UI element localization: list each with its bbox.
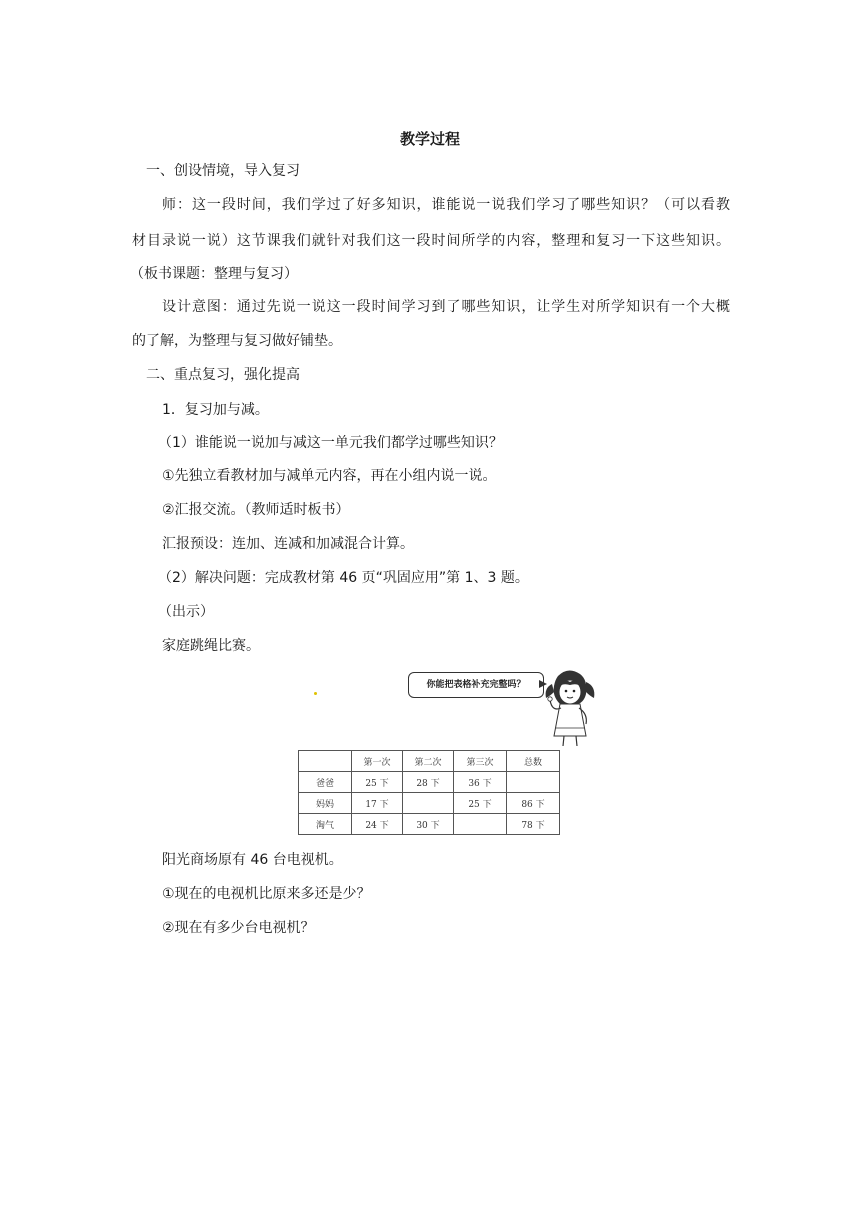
table-header-cell: 第二次 bbox=[403, 751, 454, 772]
paragraph-line: （板书课题：整理与复习） bbox=[130, 266, 298, 282]
table-cell: 25 下 bbox=[454, 793, 507, 814]
page-title: 教学过程 bbox=[399, 130, 460, 148]
paragraph-line: 师：这一段时间，我们学过了好多知识，谁能说一说我们学习了哪些知识？（可以看教 bbox=[162, 197, 730, 213]
list-item: ①现在的电视机比原来多还是少？ bbox=[162, 886, 371, 902]
table-cell bbox=[403, 793, 454, 814]
table-header-cell: 第一次 bbox=[352, 751, 403, 772]
table-cell: 28 下 bbox=[403, 772, 454, 793]
table-row bbox=[299, 793, 560, 814]
list-item: 家庭跳绳比赛。 bbox=[162, 638, 260, 654]
table-cell: 淘气 bbox=[299, 814, 352, 835]
decorative-dot bbox=[314, 692, 317, 695]
table-header-cell bbox=[299, 751, 352, 772]
jump-rope-figure bbox=[298, 666, 616, 838]
table-cell: 爸爸 bbox=[299, 772, 352, 793]
list-item: （出示） bbox=[158, 604, 214, 620]
list-item: ②汇报交流。（教师适时板书） bbox=[162, 502, 350, 518]
table-row bbox=[299, 814, 560, 835]
table-cell: 25 下 bbox=[352, 772, 403, 793]
table-header-row bbox=[299, 751, 560, 772]
table-cell bbox=[454, 814, 507, 835]
table-cell: 30 下 bbox=[403, 814, 454, 835]
list-item: 1．复习加与减。 bbox=[162, 402, 269, 418]
jump-rope-table bbox=[298, 750, 560, 835]
table-cell: 78 下 bbox=[507, 814, 560, 835]
table-cell: 17 下 bbox=[352, 793, 403, 814]
paragraph-line: 的了解，为整理与复习做好铺垫。 bbox=[132, 333, 342, 349]
girl-illustration bbox=[528, 666, 608, 746]
table-cell: 86 下 bbox=[507, 793, 560, 814]
table-cell bbox=[507, 772, 560, 793]
section-heading-1: 一、创设情境，导入复习 bbox=[146, 163, 300, 179]
speech-bubble: 你能把表格补充完整吗？ bbox=[408, 672, 544, 698]
table-header-cell: 第三次 bbox=[454, 751, 507, 772]
list-item: 阳光商场原有 46 台电视机。 bbox=[162, 852, 343, 868]
section-heading-2: 二、重点复习，强化提高 bbox=[146, 367, 300, 383]
list-item: ②现在有多少台电视机？ bbox=[162, 920, 315, 936]
table-header-cell: 总数 bbox=[507, 751, 560, 772]
list-item: 汇报预设：连加、连减和加减混合计算。 bbox=[162, 536, 414, 552]
list-item: （2）解决问题：完成教材第 46 页“巩固应用”第 1、3 题。 bbox=[158, 570, 529, 586]
paragraph-line: 材目录说一说）这节课我们就针对我们这一段时间所学的内容，整理和复习一下这些知识。 bbox=[132, 233, 730, 249]
list-item: ①先独立看教材加与减单元内容，再在小组内说一说。 bbox=[162, 468, 497, 484]
table-row bbox=[299, 772, 560, 793]
table-cell: 妈妈 bbox=[299, 793, 352, 814]
list-item: （1）谁能说一说加与减这一单元我们都学过哪些知识？ bbox=[158, 435, 503, 451]
table-cell: 24 下 bbox=[352, 814, 403, 835]
table-cell: 36 下 bbox=[454, 772, 507, 793]
paragraph-line: 设计意图：通过先说一说这一段时间学习到了哪些知识，让学生对所学知识有一个大概 bbox=[162, 299, 730, 315]
